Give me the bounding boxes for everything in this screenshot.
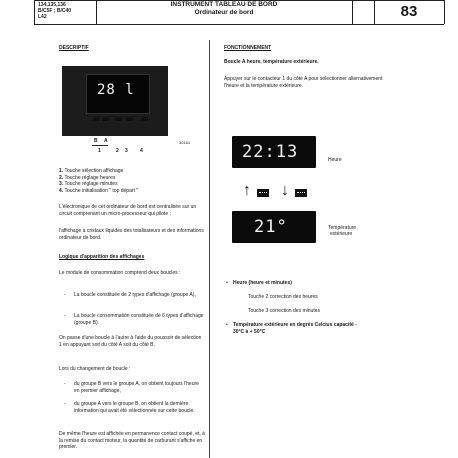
label-temperature-sub: extérieure [330,231,353,237]
dashboard-figure [62,66,168,136]
page-number: 83 [400,3,418,20]
bullet-dot: • [226,322,228,328]
key-a [102,117,109,121]
loop-2-text: La boucle consommation constituée de 6 types d'affichage (groupe B). [74,313,204,326]
paragraph-change: Lors du changement de boucle : [59,366,131,372]
label-temperature: Température [328,225,357,231]
dashboard-lcd [86,74,150,114]
case-1-text: du groupe B vers le groupe A, on obtient toujours l'heure en premier affichage, [74,381,199,394]
key-a-icon [257,189,269,197]
key-label-a: A [104,138,108,144]
dashboard-display-value: 28 l [97,82,135,98]
legend-list [59,168,199,194]
legend-item: 2. Touche réglage heures [59,174,116,181]
bullet-dash: - [64,292,66,298]
bullet-dash: - [64,401,66,407]
model-variants: B/C5F ; B/C40 [38,8,72,14]
legend-item: 3. Touche réglage minutes [59,181,118,188]
bullet-dot: • [226,280,228,286]
time-display-value: 22:13 [242,142,299,162]
touche-2-text: Touche 2 correction des heures [248,294,318,300]
temperature-display [232,211,316,243]
logic-title: Logique d'apparition des affichages [59,254,145,260]
key-3 [126,117,133,121]
page-subtitle: Ordinateur de bord [194,9,254,16]
model-variant-2: L42 [38,14,47,20]
touche-3-text: Touche 3 correction des minutes [248,308,320,314]
loop-a-title: Boucle A heure, température extérieure. [224,59,319,65]
figure-reference: 30161 [179,140,191,145]
key-4 [141,117,148,121]
paragraph-press-contactor: Appuyer sur le contacteur 1 du côté A pour sélectionner alternativement l'heure et la température extérieure. [224,76,383,89]
bullet-dash: - [64,313,66,319]
key-label-b: B [94,138,98,144]
section-title-fonctionnement: FONCTIONNEMENT [224,45,272,51]
bullet-time-text: Heure (heure et minutes) [233,280,292,286]
legend-item: 1. Touche sélection affichage [59,168,124,174]
key-2 [115,117,122,121]
temperature-display-value: 21° [254,217,288,237]
paragraph-electronics: L'électronique de cet ordinateur de bord est centralisée sur un circuit comprenant un micro-processeur qui pilote : [59,204,197,217]
legend-item: 4. Touche initialisation " top départ " [59,187,139,194]
key-number-1: 1 [98,148,101,154]
section-title-descriptif: DESCRIPTIF [59,45,89,51]
case-2-text: du groupe A vers le groupe B, on obtient la dernière information qui avait été sélectionnée sur cette boucle. [74,401,195,414]
label-time: Heure [328,157,342,163]
paragraph-selection: On passe d'une boucle à l'autre à l'aide du poussoir de sélection 1 en appuyant soit du côté A soit du côté B. [59,335,202,348]
key-b [93,117,100,121]
paragraph-display: l'affichage à cristaux liquides des totalisateurs et des informations ordinateur de bord. [59,228,204,241]
time-display [232,136,316,168]
arrow-down-icon: ↓ [281,182,289,199]
model-numbers: 134,135,136 [38,2,66,8]
loop-1-text: La boucle constituée de 2 types d'affichage (groupe A), [74,292,196,298]
paragraph-permanent: De même l'heure est affichée en permanence contact coupé, et, à la remise du contact moteur, la quantité de carburant s'affiche en premier. [59,431,205,451]
bullet-dash: - [64,381,66,387]
key-a-icon [295,189,307,197]
key-number-3: 3 [125,148,128,154]
arrow-up-icon: ↑ [243,182,251,199]
key-number-2: 2 [116,148,119,154]
paragraph-loops: Le module de consommation comprend deux boucles : [59,270,181,276]
key-number-4: 4 [140,148,143,154]
page-title: INSTRUMENT TABLEAU DE BORD [170,1,278,8]
bullet-temperature-text: Température extérieure en degrés Celcius capacité - 30°C à + 50°C [233,322,357,335]
